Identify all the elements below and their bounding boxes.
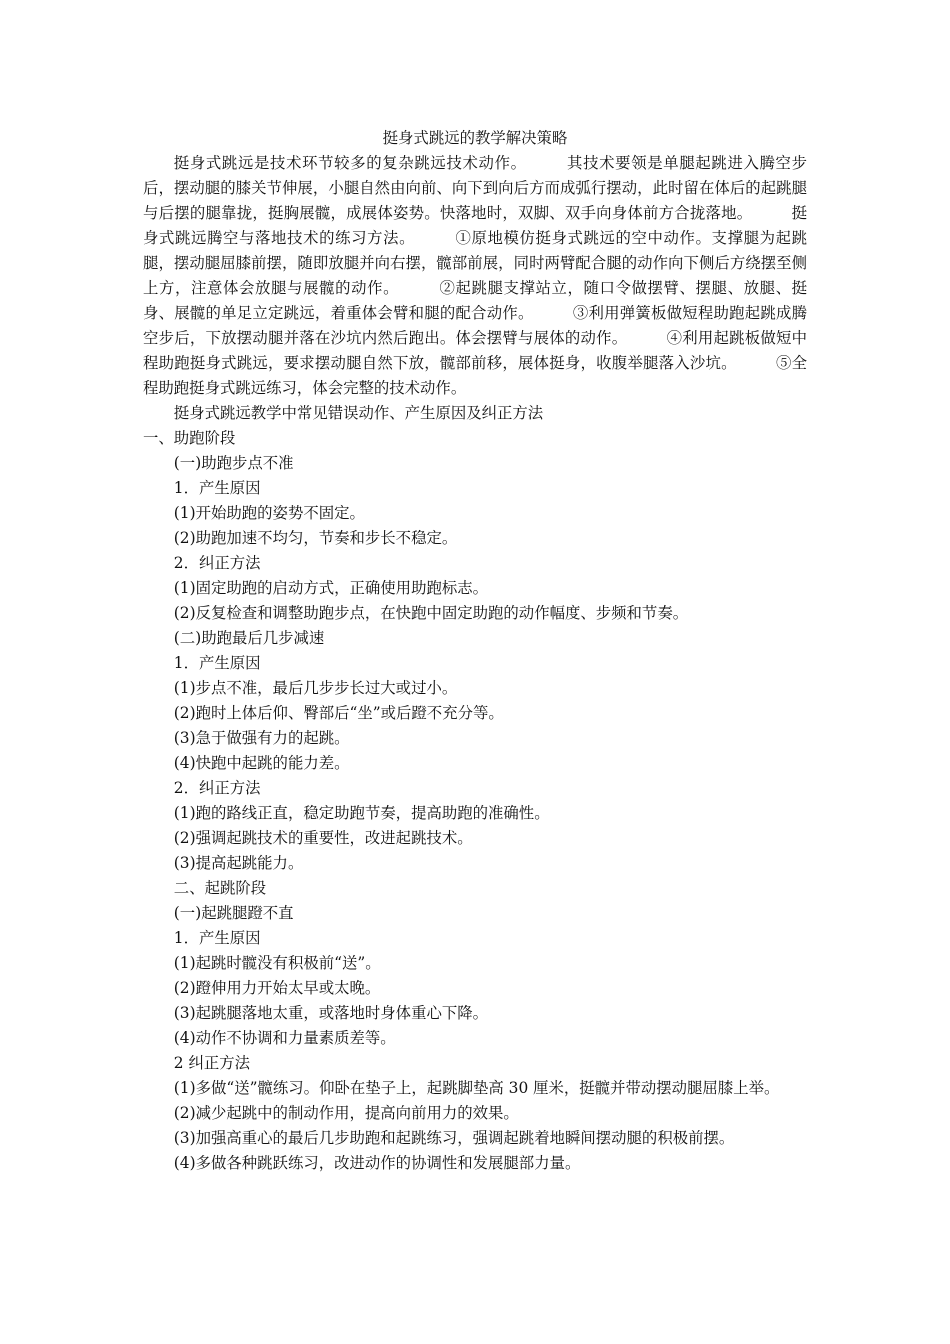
list-heading: 2 纠正方法 [173,1054,251,1072]
list-item: (4)多做各种跳跃练习，改进动作的协调性和发展腿部力量。 [173,1154,581,1172]
list-item: (3)提高起跳能力。 [173,854,304,872]
list-item: (1)起跳时髋没有积极前“送”。 [173,954,381,972]
list-item: (1)固定助跑的启动方式，正确使用助跑标志。 [173,579,489,597]
list-item: (4)动作不协调和力量素质差等。 [173,1029,396,1047]
list-heading: 2．纠正方法 [173,554,261,572]
list-item: (3)急于做强有力的起跳。 [173,729,350,747]
subsection-heading: (二)助跑最后几步减速 [173,629,325,647]
list-item: (2)跑时上体后仰、臀部后“坐”或后蹬不充分等。 [173,704,504,722]
subsection-heading: (一)助跑步点不准 [173,454,294,472]
list-item: (2)强调起跳技术的重要性，改进起跳技术。 [173,829,473,847]
list-item: (3)加强高重心的最后几步助跑和起跳练习，强调起跳着地瞬间摆动腿的积极前摆。 [173,1129,735,1147]
section-subtitle: 挺身式跳远教学中常见错误动作、产生原因及纠正方法 [173,404,544,422]
list-item: (4)快跑中起跳的能力差。 [173,754,350,772]
list-item: (3)起跳腿落地太重，或落地时身体重心下降。 [173,1004,489,1022]
list-item: (2)减少起跳中的制动作用，提高向前用力的效果。 [173,1104,519,1122]
section-heading: 二、起跳阶段 [173,879,267,897]
list-heading: 1．产生原因 [173,929,261,947]
list-item: (1)多做“送”髋练习。仰卧在垫子上，起跳脚垫高 30 厘米，挺髋并带动摆动腿屈膝上举。 [173,1079,780,1097]
list-item: (1)步点不准，最后几步步长过大或过小。 [173,679,458,697]
intro-paragraph: 挺身式跳远是技术环节较多的复杂跳远技术动作。 其技术要领是单腿起跳进入腾空步后，摆动腿的膝关节伸展，小腿自然由向前、向下到向后方而成弧行摆动，此时留在体后的起跳腿与后摆的腿靠拢，挺胸展髋，成展体姿势。快落地时，双脚、双手向身体前方合拢落地。 挺身式跳远腾空与落地技术的练习方法。 ①原地模仿挺身式跳远的空中动作。支撑腿为起跳腿，摆动腿屈膝前摆，随即放腿并向右摆，髋部前展，同时两臂配合腿的动作向下侧后方绕摆至侧上方，注意体会放腿与展髋的动作。 ②起跳腿支撑站立，随口令做摆臂、摆腿、放腿、挺身、展髋的单足立定跳远，着重体会臂和腿的配合动作。 ③利用弹簧板做短程助跑起跳成腾空步后，下放摆动腿并落在沙坑内然后跑出。体会摆臂与展体的动作。 ④利用起跳板做短中程助跑挺身式跳远，要求摆动腿自然下放，髋部前移，展体挺身，收腹举腿落入沙坑。 ⑤全程助跑挺身式跳远练习，体会完整的技术动作。 [143,154,807,397]
list-item: (1)跑的路线正直，稳定助跑节奏，提高助跑的准确性。 [173,804,550,822]
list-heading: 2．纠正方法 [173,779,261,797]
list-item: (1)开始助跑的姿势不固定。 [173,504,365,522]
list-heading: 1．产生原因 [173,479,261,497]
list-item: (2)蹬伸用力开始太早或太晚。 [173,979,381,997]
document-title: 挺身式跳远的教学解决策略 [382,129,568,147]
list-item: (2)反复检查和调整助跑步点，在快跑中固定助跑的动作幅度、步频和节奏。 [173,604,689,622]
subsection-heading: (一)起跳腿蹬不直 [173,904,294,922]
list-heading: 1．产生原因 [173,654,261,672]
list-item: (2)助跑加速不均匀，节奏和步长不稳定。 [173,529,458,547]
document-page [143,126,807,1176]
section-heading: 一、助跑阶段 [143,429,236,447]
